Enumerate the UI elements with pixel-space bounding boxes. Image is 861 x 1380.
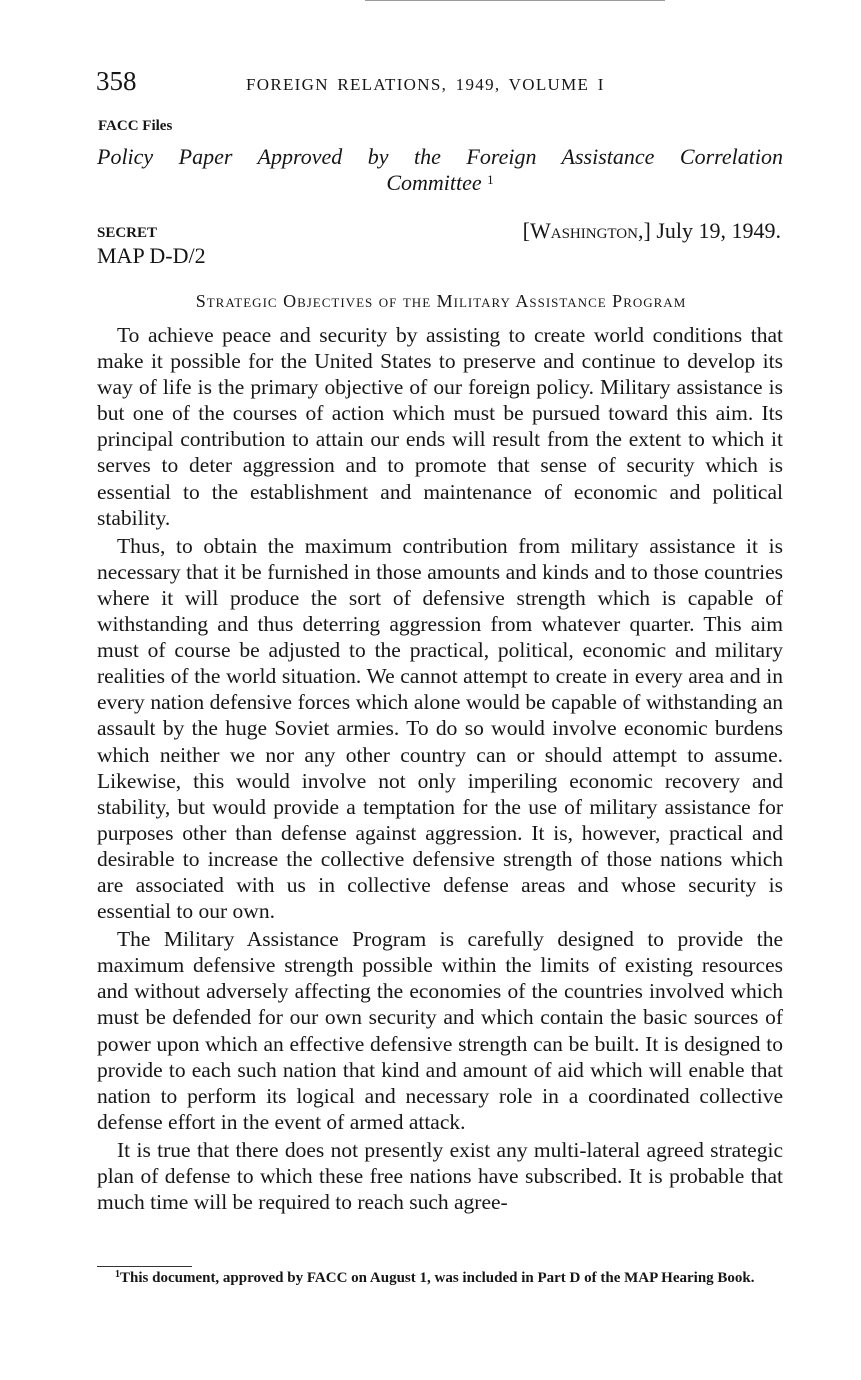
footnote [97, 1269, 783, 1288]
title-footnote-marker[interactable]: 1 [487, 172, 494, 187]
document-title-line2 [97, 170, 783, 196]
paragraph: To achieve peace and security by assisting to create world conditions that make it possible for the United States to preserve and continue to develop its way of life is the primary objective of our foreign policy. Military assistance is but one of the courses of action which must be pursued toward this aim. Its principal contribution to attain our ends will result from the extent to which it serves to deter aggression and to promote that sense of security which is essential to the establishment and maintenance of economic and political stability. [97, 323, 783, 530]
dateline-date: July 19, 1949. [656, 218, 781, 243]
page-number: 358 [96, 66, 137, 96]
classification-label: SECRET [97, 225, 158, 241]
footnote-divider [97, 1266, 192, 1267]
dateline [523, 217, 781, 245]
document-title [97, 144, 783, 196]
document-number: MAP D-D/2 [97, 243, 206, 268]
file-reference: FACC Files [98, 118, 173, 134]
document-title-line1: Policy Paper Approved by the Foreign Assistance Correlation [97, 144, 783, 169]
paragraph: Thus, to obtain the maximum contribution from military assistance it is necessary that it be furnished in those amounts and kinds and to those countries where it will produce the sort of defensive strength which is capable of withstanding and thus deterring aggression from whatever quarter. This aim must of course be adjusted to the practical, political, economic and military realities of the world situation. We cannot attempt to create in every area and in every nation defensive forces which alone would be capable of withstanding an assault by the huge Soviet armies. To do so would involve economic burdens which neither we nor any other country can or should attempt to assume. Likewise, this would involve not only imperiling economic recovery and stability, but would provide a temptation for the use of military assistance for purposes other than defense against aggression. It is, however, practical and desirable to increase the collective defensive strength of those nations which are associated with us in collective defense areas and whose security is essential to our own. [97, 533, 783, 924]
paragraph: It is true that there does not presently exist any multi-lateral agreed strategic plan of defense to which these free nations have subscribed. It is probable that much time will be required to reach such agree- [97, 1137, 783, 1215]
top-rule [365, 0, 665, 1]
footnote-text: This document, approved by FACC on August 1, was included in Part D of the MAP Hearing Book. [120, 1270, 755, 1286]
paragraph: The Military Assistance Program is carefully designed to provide the maximum defensive strength possible within the limits of existing resources and without adversely affecting the economies of the countries involved which must be defended for our own security and which contain the basic sources of power upon which an effective defensive strength can be built. It is designed to provide to each such nation that kind and amount of aid which will enable that nation to perform its logical and necessary role in a coordinated collective defense effort in the event of armed attack. [97, 927, 783, 1134]
footnote-marker: 1 [115, 1269, 120, 1280]
body-text [97, 322, 783, 1217]
running-head: FOREIGN RELATIONS, 1949, VOLUME I [246, 75, 605, 94]
section-heading: Strategic Objectives of the Military Assistance Program [195, 291, 687, 311]
dateline-place: [Washington,] [522, 218, 651, 243]
document-title-line2-text: Committee [386, 170, 482, 195]
